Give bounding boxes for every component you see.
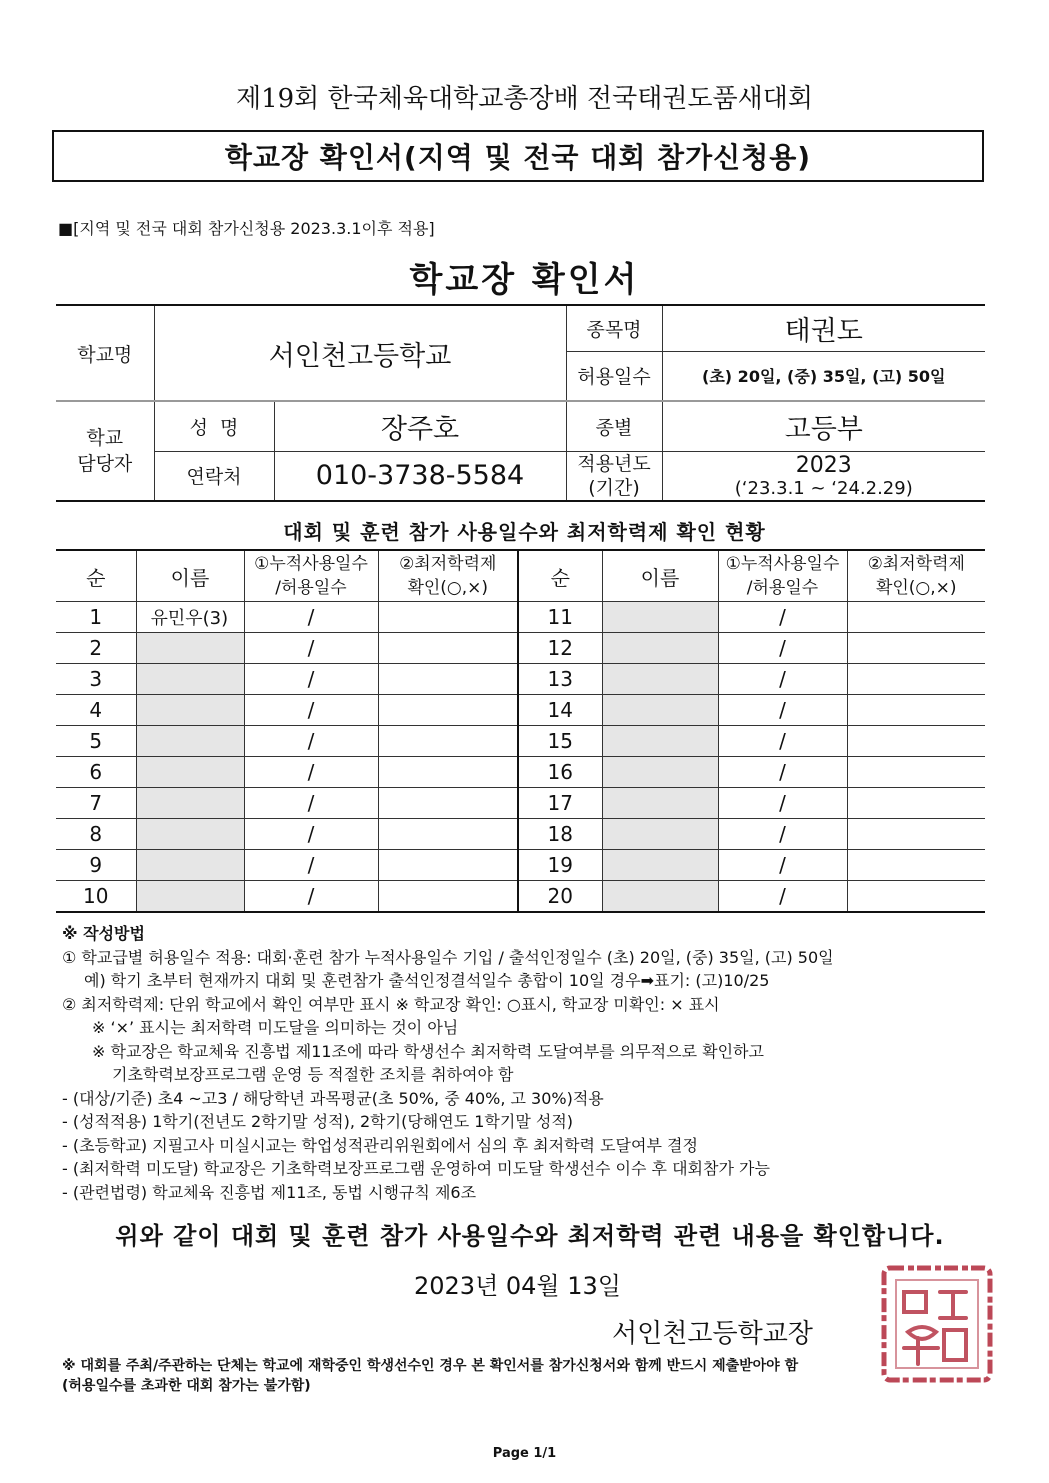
division-value: 고등부 xyxy=(662,401,985,451)
row-number: 12 xyxy=(518,633,602,664)
table-row xyxy=(56,633,985,664)
student-name xyxy=(136,695,244,726)
allowed-days-value: (초) 20일, (중) 35일, (고) 50일 xyxy=(662,351,985,401)
row-number: 5 xyxy=(56,726,136,757)
cumulative-days-cell: / xyxy=(718,788,847,819)
min-academic-check-cell xyxy=(378,757,518,788)
row-number: 7 xyxy=(56,788,136,819)
table-row xyxy=(56,602,985,633)
roster-body xyxy=(56,550,985,912)
year-cell xyxy=(662,451,985,501)
cumulative-days-cell: / xyxy=(244,695,378,726)
min-academic-check-cell xyxy=(847,726,985,757)
cumulative-days-cell: / xyxy=(244,757,378,788)
row-number: 1 xyxy=(56,602,136,633)
cumulative-days-cell: / xyxy=(718,881,847,913)
cumulative-days-cell: / xyxy=(244,633,378,664)
table-row xyxy=(56,726,985,757)
row-number: 9 xyxy=(56,850,136,881)
min-academic-check-cell xyxy=(378,788,518,819)
student-name xyxy=(136,757,244,788)
instruction-line: 예) 학기 초부터 현재까지 대회 및 훈련참가 출석인정결석일수 총합이 10일 경우➡표기: (고)10/25 xyxy=(84,971,770,990)
row-number: 4 xyxy=(56,695,136,726)
confirmation-statement: 위와 같이 대회 및 훈련 참가 사용일수와 최저학력 관련 내용을 확인합니다. xyxy=(115,1222,945,1250)
table-row xyxy=(56,757,985,788)
row-number: 14 xyxy=(518,695,602,726)
instruction-line: - (관련법령) 학교체육 진흥법 제11조, 동법 시행규칙 제6조 xyxy=(62,1182,477,1202)
min-academic-check-cell xyxy=(847,819,985,850)
col-days-header: ①누적사용일수 /허용일수 xyxy=(244,550,378,602)
division-label: 종별 xyxy=(566,401,662,451)
col-min-header: ②최저학력제 확인(○,×) xyxy=(378,550,518,602)
phone-label: 연락처 xyxy=(154,451,274,501)
student-name xyxy=(602,664,718,695)
form-title: 학교장 확인서(지역 및 전국 대회 참가신청용) xyxy=(224,141,812,174)
min-academic-check-cell xyxy=(847,850,985,881)
issue-date: 2023년 04월 13일 xyxy=(414,1272,621,1300)
instruction-line: - (성적적용) 1학기(전년도 2학기말 성적), 2학기(당해연도 1학기말 성적) xyxy=(62,1112,574,1131)
table-row xyxy=(56,788,985,819)
page-number: Page 1/1 xyxy=(492,1446,557,1461)
contact-person-label: 학교 담당자 xyxy=(56,401,154,501)
min-academic-check-cell xyxy=(378,602,518,633)
col-no-header: 순 xyxy=(518,550,602,602)
instruction-line: ① 학교급별 허용일수 적용: 대회·훈련 참가 누적사용일수 기입 / 출석인정일수 (초) 20일, (중) 35일, (고) 50일 xyxy=(62,947,834,967)
cumulative-days-cell: / xyxy=(718,633,847,664)
cumulative-days-cell: / xyxy=(718,850,847,881)
instruction-line: ※ 학교장은 학교체육 진흥법 제11조에 따라 학생선수 최저학력 도달여부를 의무적으로 확인하고 xyxy=(92,1041,764,1061)
sport-value: 태권도 xyxy=(662,305,985,351)
year-value: 2023 xyxy=(795,452,852,478)
instruction-line: ② 최저학력제: 단위 학교에서 확인 여부만 표시 ※ 학교장 확인: ○표시, 학교장 미확인: × 표시 xyxy=(62,994,720,1014)
min-academic-check-cell xyxy=(847,664,985,695)
min-academic-check-cell xyxy=(847,602,985,633)
col-name-header: 이름 xyxy=(602,550,718,602)
min-academic-check-cell xyxy=(378,695,518,726)
footnote xyxy=(62,1356,798,1396)
row-number: 16 xyxy=(518,757,602,788)
cumulative-days-cell: / xyxy=(244,788,378,819)
student-name xyxy=(136,633,244,664)
student-name xyxy=(602,726,718,757)
year-label: 적용년도 (기간) xyxy=(566,451,662,501)
student-name xyxy=(136,850,244,881)
roster-header-row xyxy=(56,550,985,602)
student-name: 유민우(3) xyxy=(136,602,244,633)
row-number: 20 xyxy=(518,881,602,913)
row-number: 6 xyxy=(56,757,136,788)
student-name xyxy=(136,881,244,913)
row-number: 13 xyxy=(518,664,602,695)
cumulative-days-cell: / xyxy=(244,819,378,850)
instructions-heading: ※ 작성방법 xyxy=(62,924,145,943)
roster-table xyxy=(56,549,985,913)
instruction-line: 기초학력보장프로그램 운영 등 적절한 조치를 취하여야 함 xyxy=(112,1065,514,1084)
name-value: 장주호 xyxy=(274,401,566,451)
student-name xyxy=(136,726,244,757)
row-number: 17 xyxy=(518,788,602,819)
student-name xyxy=(602,788,718,819)
sport-label: 종목명 xyxy=(566,305,662,351)
min-academic-check-cell xyxy=(847,757,985,788)
cumulative-days-cell: / xyxy=(718,602,847,633)
student-name xyxy=(602,757,718,788)
applies-note: ■[지역 및 전국 대회 참가신청용 2023.3.1이후 적용] xyxy=(58,219,435,238)
table-row xyxy=(56,664,985,695)
min-academic-check-cell xyxy=(378,850,518,881)
table-row xyxy=(56,819,985,850)
info-table xyxy=(56,304,985,502)
row-number: 2 xyxy=(56,633,136,664)
cumulative-days-cell: / xyxy=(244,850,378,881)
cumulative-days-cell: / xyxy=(718,757,847,788)
min-academic-check-cell xyxy=(378,819,518,850)
footnote-line: (허용일수를 초과한 대회 참가는 불가함) xyxy=(62,1378,311,1394)
student-name xyxy=(136,664,244,695)
col-name-header: 이름 xyxy=(136,550,244,602)
school-value: 서인천고등학교 xyxy=(154,305,566,401)
min-academic-check-cell xyxy=(378,664,518,695)
row-number: 15 xyxy=(518,726,602,757)
document-heading: 학교장 확인서 xyxy=(409,260,640,300)
min-academic-check-cell xyxy=(378,881,518,913)
student-name xyxy=(602,819,718,850)
school-label: 학교명 xyxy=(56,305,154,401)
cumulative-days-cell: / xyxy=(718,664,847,695)
cumulative-days-cell: / xyxy=(244,602,378,633)
min-academic-check-cell xyxy=(378,726,518,757)
col-no-header: 순 xyxy=(56,550,136,602)
row-number: 8 xyxy=(56,819,136,850)
row-number: 3 xyxy=(56,664,136,695)
allowed-days-label: 허용일수 xyxy=(566,351,662,401)
student-name xyxy=(136,788,244,819)
col-days-header: ①누적사용일수 /허용일수 xyxy=(718,550,847,602)
min-academic-check-cell xyxy=(847,881,985,913)
cumulative-days-cell: / xyxy=(718,695,847,726)
instruction-line: - (대상/기준) 초4 ~고3 / 해당학년 과목평균(초 50%, 중 40%, 고 30%)적용 xyxy=(62,1088,604,1108)
event-title: 제19회 한국체육대학교총장배 전국태권도품새대회 xyxy=(235,84,814,114)
footnote-line: ※ 대회를 주최/주관하는 단체는 학교에 재학중인 학생선수인 경우 본 확인서를 참가신청서와 함께 반드시 제출받아야 함 xyxy=(62,1358,799,1374)
cumulative-days-cell: / xyxy=(244,664,378,695)
instruction-line: ※ ‘×’ 표시는 최저학력 미도달을 의미하는 것이 아님 xyxy=(92,1018,459,1037)
phone-value: 010-3738-5584 xyxy=(274,451,566,501)
student-name xyxy=(602,881,718,913)
principal-signer: 서인천고등학교장 xyxy=(612,1319,813,1349)
student-name xyxy=(602,633,718,664)
row-number: 10 xyxy=(56,881,136,913)
min-academic-check-cell xyxy=(847,695,985,726)
min-academic-check-cell xyxy=(847,788,985,819)
row-number: 11 xyxy=(518,602,602,633)
name-label: 성 명 xyxy=(154,401,274,451)
student-name xyxy=(602,602,718,633)
instructions xyxy=(62,922,834,1204)
period-value: (‘23.3.1 ~ ‘24.2.29) xyxy=(734,477,913,499)
row-number: 18 xyxy=(518,819,602,850)
table-heading: 대회 및 훈련 참가 사용일수와 최저학력제 확인 현황 xyxy=(283,520,766,544)
min-academic-check-cell xyxy=(378,633,518,664)
cumulative-days-cell: / xyxy=(718,726,847,757)
table-row xyxy=(56,850,985,881)
student-name xyxy=(602,695,718,726)
cumulative-days-cell: / xyxy=(244,881,378,913)
form-title-box xyxy=(52,130,984,182)
instruction-line: - (최저학력 미도달) 학교장은 기초학력보장프로그램 운영하여 미도달 학생선수 이수 후 대회참가 가능 xyxy=(62,1159,770,1178)
cumulative-days-cell: / xyxy=(244,726,378,757)
table-row xyxy=(56,881,985,913)
school-seal-stamp xyxy=(878,1262,996,1386)
min-academic-check-cell xyxy=(847,633,985,664)
instruction-line: - (초등학교) 지필고사 미실시교는 학업성적관리위원회에서 심의 후 최저학력 도달여부 결정 xyxy=(62,1135,698,1155)
row-number: 19 xyxy=(518,850,602,881)
cumulative-days-cell: / xyxy=(718,819,847,850)
student-name xyxy=(136,819,244,850)
student-name xyxy=(602,850,718,881)
col-min-header: ②최저학력제 확인(○,×) xyxy=(847,550,985,602)
table-row xyxy=(56,695,985,726)
